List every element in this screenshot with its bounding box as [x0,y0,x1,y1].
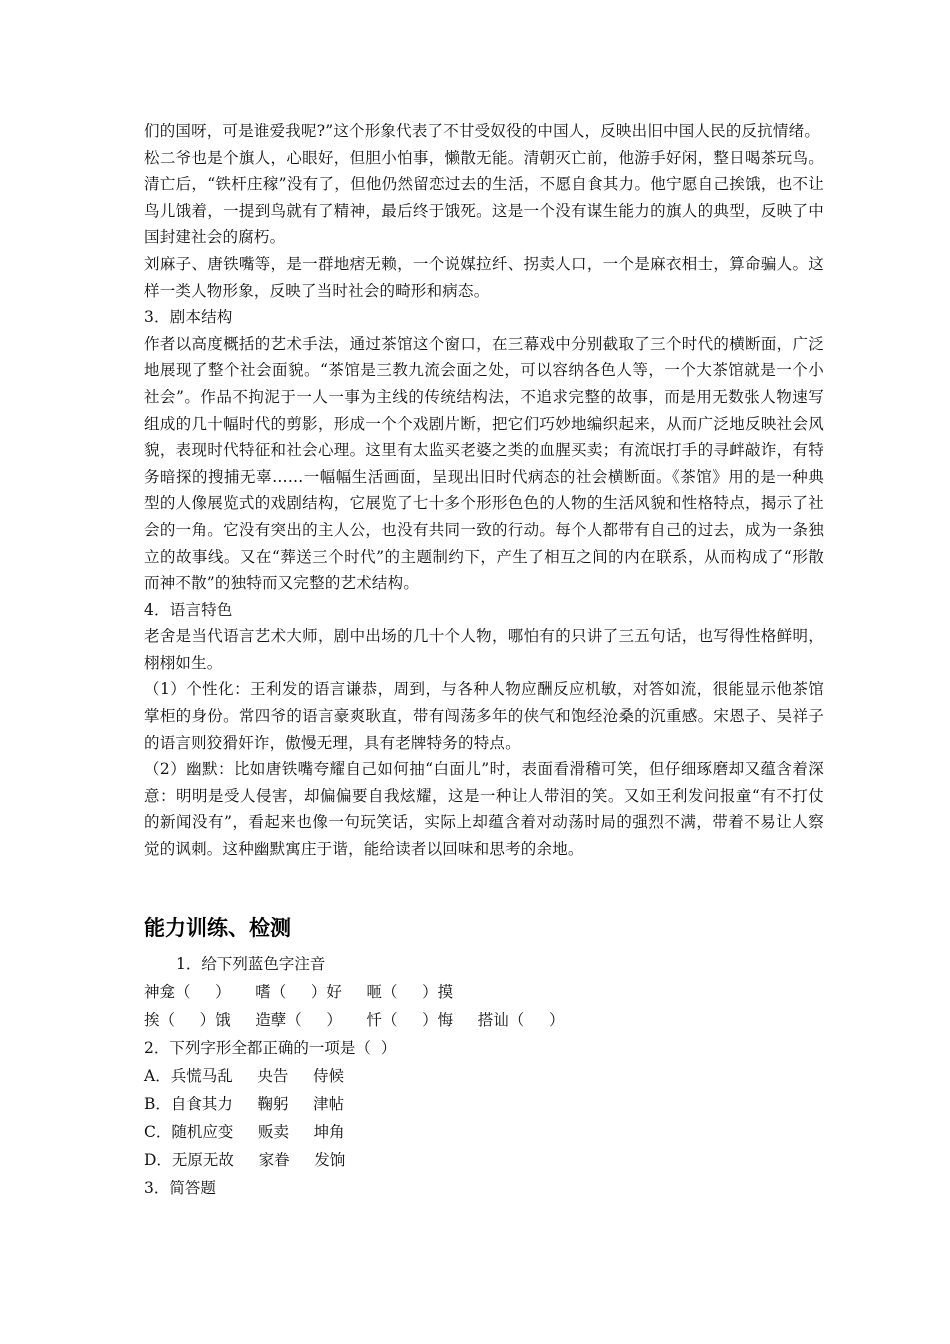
question-1-line-1: 神龛（ ） 嗜（ ）好 咂（ ）摸 [144,983,454,1001]
exercise-block [144,950,824,1202]
paragraph-1: 们的国呀，可是谁爱我呢?”这个形象代表了不甘受奴役的中国人，反映出旧中国人民的反抗情绪。 [144,122,821,140]
option-c: C．随机应变 贩卖 坤角 [144,1123,345,1141]
body-text [144,118,824,863]
option-a: A．兵慌马乱 央告 侍候 [144,1067,344,1085]
paragraph-language-intro: 老舍是当代语言艺术大师，剧中出场的几十个人物，哪怕有的只讲了三五句话，也写得性格鲜明，栩栩如生。 [144,627,824,672]
option-d: D．无原无故 家眷 发饷 [144,1151,346,1169]
paragraph-liu-mazi: 刘麻子、唐铁嘴等，是一群地痞无赖，一个说媒拉纤、拐卖人口，一个是麻衣相士，算命骗人。这样一类人物形象，反映了当时社会的畸形和病态。 [144,254,824,300]
paragraph-song-erye: 松二爷也是个旗人，心眼好，但胆小怕事，懒散无能。清朝灭亡前，他游手好闲，整日喝茶玩鸟。清亡后，“铁杆庄稼”没有了，但他仍然留恋过去的生活，不愿自食其力。他宁愿自己挨饿，也不让鸟儿饿着，一提到鸟就有了精神，最后终于饿死。这是一个没有谋生能力的旗人的典型，反映了中国封建社会的腐朽。 [144,148,824,247]
question-1-line-2: 挨（ ）饿 造孽（ ） 忏（ ）悔 搭讪（ ） [144,1011,565,1029]
subheading-script-structure: 3．剧本结构 [144,308,233,327]
question-3: 3．简答题 [144,1179,216,1197]
question-2: 2．下列字形全都正确的一项是（ ） [144,1039,397,1057]
paragraph-humor: （2）幽默：比如唐铁嘴夸耀自己如何抽“白面儿”时，表面看滑稽可笑，但仔细琢磨却又蕴含着深意：明明是受人侵害，却偏偏要自我炫耀，这是一种让人带泪的笑。又如王利发问报童“有不打仗的新闻没有”，看起来也像一句玩笑话，实际上却蕴含着对动荡时局的强烈不满，带着不易让人察觉的讽刺。这种幽默寓庄于谐，能给读者以回味和思考的余地。 [144,760,824,859]
section-title: 能力训练、检测 [144,916,291,940]
paragraph-structure: 作者以高度概括的艺术手法，通过茶馆这个窗口，在三幕戏中分别截取了三个时代的横断面，广泛地展现了整个社会面貌。“茶馆是三教九流会面之处，可以容纳各色人等，一个大茶馆就是一个小社会”。作品不拘泥于一人一事为主线的传统结构法，不追求完整的故事，而是用无数张人物速写组成的几十幅时代的剪影，形成一个个戏剧片断，把它们巧妙地编织起来，从而广泛地反映社会风貌，表现时代特征和社会心理。这里有太监买老婆之类的血腥买卖；有流氓打手的寻衅敲诈，有特务暗探的搜捕无辜……一幅幅生活画面，呈现出旧时代病态的社会横断面。《茶馆》用的是一种典型的人像展览式的戏剧结构，它展览了七十多个形形色色的人物的生活风貌和性格特点，揭示了社会的一角。它没有突出的主人公，也没有共同一致的行动。每个人都带有自己的过去，成为一条独立的故事线。又在“葬送三个时代”的主题制约下，产生了相互之间的内在联系，从而构成了“形散而神不散”的独特而又完整的艺术结构。 [144,334,824,593]
paragraph-individuality: （1）个性化：王利发的语言谦恭，周到，与各种人物应酬反应机敏，对答如流，很能显示他茶馆掌柜的身份。常四爷的语言豪爽耿直，带有闯荡多年的侠气和饱经沧桑的沉重感。宋恩子、吴祥子的语言则狡猾奸诈，傲慢无理，具有老牌特务的特点。 [144,680,824,752]
question-1: 1．给下列蓝色字注音 [176,955,326,973]
option-b: B．自食其力 鞠躬 津帖 [144,1095,345,1113]
subheading-language: 4．语言特色 [144,600,233,619]
